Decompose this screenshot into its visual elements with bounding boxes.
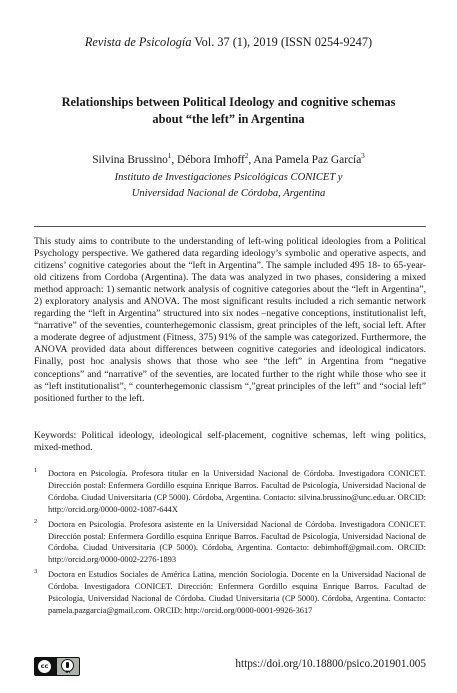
- page-footer: [34, 656, 426, 678]
- author-name: Silvina Brussino: [92, 153, 168, 166]
- section-divider: [34, 226, 426, 227]
- article-title: [20, 94, 437, 128]
- footnote-marker[interactable]: 2: [244, 152, 249, 160]
- article-title-line-2: about “the left” in Argentina: [152, 112, 305, 126]
- by-label: BY: [65, 670, 71, 674]
- abstract-body: This study aims to contribute to the understanding of left-wing political ideologies from a Political Psychology perspective. We gathered data regarding ideology’s symbolic and operative aspects, and citizens’ cognitive categories about the “left in Argentina”. The sample included 495 18- to 65-year-old citizens from Cordoba (Argentina). The data was analyzed in two phases, considering a mixed method approach: 1) semantic network analysis of cognitive categories about the “left in Argentina”, 2) exploratory analysis and ANOVA. The most significant results included a rich semantic network regarding the “left in Argentina” structured into six nodes –negative conceptions, institutionalist left, “narrative” of the seventies, counterhegemonic classism, great principles of the left, social left. After a moderate degree of adjustment (Fitness, 375) 91% of the sample was categorized. Furthermore, the ANOVA provided data about differences between cognitive categories and ideological indicators. Finally, post hoc analysis shows that those who see “the left” in Argentina from “negative conceptions” and “narrative” of the seventies, are located further to the right while those who see it as “left institutionalist”, “ counterhegemonic classism “,”great principles of the left” and “social left” positioned further to the left.: [34, 236, 426, 404]
- journal-name: Revista de Psicología: [84, 35, 192, 49]
- author-name: Ana Pamela Paz García: [253, 153, 362, 166]
- footnote-number: 1: [34, 467, 38, 474]
- author-separator: ,: [171, 153, 178, 166]
- footnote: [34, 519, 426, 567]
- footnote: [34, 569, 426, 617]
- footnote-number: 3: [34, 568, 38, 576]
- footnotes: [34, 468, 426, 620]
- footnote-number: 2: [34, 517, 38, 525]
- author-name: Débora Imhoff: [177, 153, 245, 166]
- affiliation-line-1: Instituto de Investigaciones Psicológicas CONICET y: [114, 172, 343, 183]
- keywords: Keywords: Political ideology, ideological self-placement, cognitive schemas, left wing politics, mixed-method.: [34, 430, 426, 454]
- author-separator: ,: [248, 153, 254, 166]
- footnote: [34, 468, 426, 516]
- article-title-line-1: Relationships between Political Ideology and cognitive schemas: [61, 95, 396, 109]
- journal-header: [0, 35, 457, 50]
- journal-issue: Vol. 37 (1), 2019 (ISSN 0254-9247): [191, 35, 373, 49]
- footnote-text: Doctora en Psicología. Profesora asistente en la Universidad Nacional de Córdoba. Investigadora CONICET. Dirección postal: Enfermera Gordillo esquina Enrique Barros. Facultad de Psicología, Universidad Nacional de Córdoba. Ciudad Universitaria (CP 5000). Córdoba, Argentina. Contacto: debimhoff@gmail.com. ORCID: http://orcid.org/0000-0002-2276-1893: [48, 519, 426, 565]
- footnote-text: Doctora en Estudios Sociales de América Latina, mención Sociología. Docente en la Universidad Nacional de Córdoba. Investigadora CONICET. Dirección: Enfermera Gordillo esquina Enrique Barros. Facultad de Psicología, Universidad Nacional de Córdoba. Ciudad Universitaria (CP 5000). Córdoba, Argentina. Contacto: pamela.pazgarcia@gmail.com. ORCID: http://orcid.org/0000-0001-9926-3617: [48, 570, 426, 615]
- creative-commons-icon: cc: [37, 659, 52, 674]
- cc-by-license-icon[interactable]: [34, 657, 80, 676]
- footnote-text: Doctora en Psicología. Profesora titular en la Universidad Nacional de Córdoba. Investigadora CONICET. Dirección postal: Enfermera Gordillo esquina Enrique Barros. Facultad de Psicología, Universidad Nacional de Córdoba. Ciudad Universitaria (CP 5000). Córdoba, Argentina. Contacto: silvina.brussino@unc.edu.ar. ORCID: http://orcid.org/0000-0002-1087-644X: [48, 469, 426, 514]
- footnote-marker[interactable]: 3: [361, 152, 365, 160]
- footnote-marker[interactable]: 1: [167, 152, 172, 160]
- affiliation-line-2: Universidad Nacional de Córdoba, Argentina: [131, 188, 326, 199]
- author-list: [0, 152, 457, 166]
- doi-link[interactable]: https://doi.org/10.18800/psico.201901.005: [235, 658, 426, 670]
